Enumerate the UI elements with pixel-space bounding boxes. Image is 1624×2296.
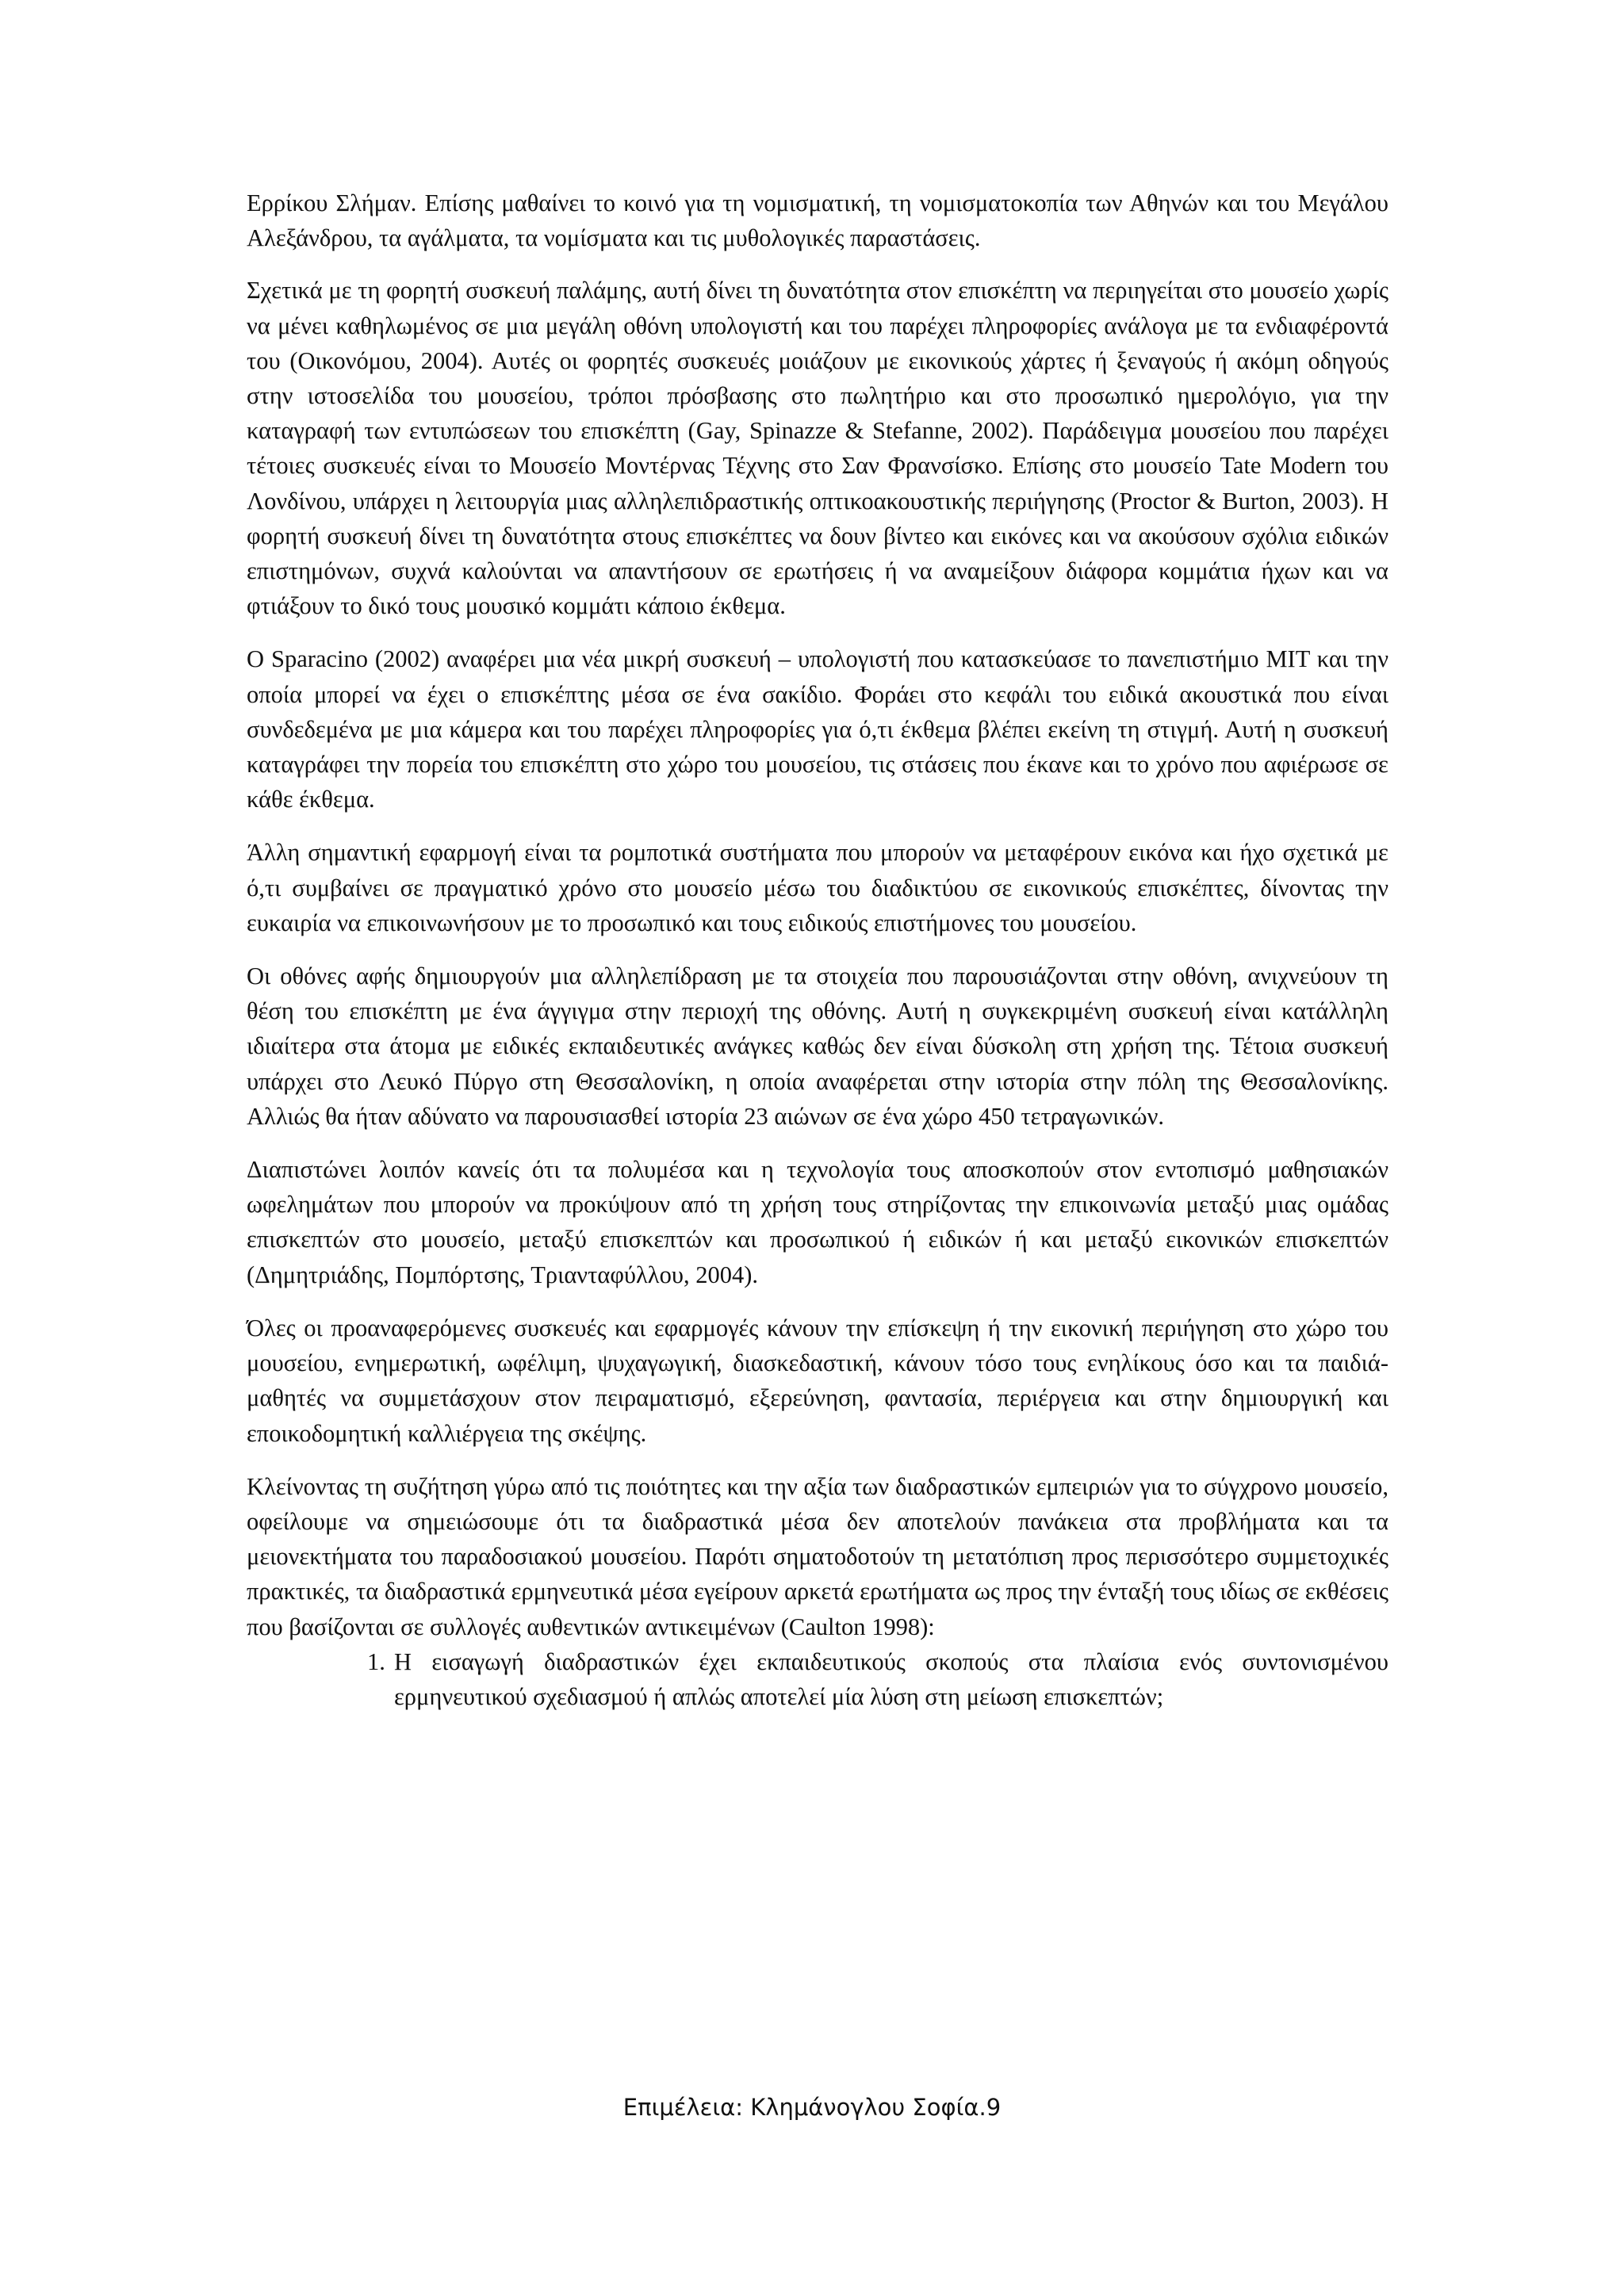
list-item	[367, 1644, 1388, 1714]
list-item-text: Η εισαγωγή διαδραστικών έχει εκπαιδευτικούς σκοπούς στα πλαίσια ενός συντονισμένου ερμηνευτικού σχεδιασμού ή απλώς αποτελεί μία λύση στη μείωση επισκεπτών;	[394, 1647, 1388, 1710]
document-body	[247, 186, 1388, 1714]
list-item-number: 1.	[367, 1647, 385, 1675]
paragraph: Διαπιστώνει λοιπόν κανείς ότι τα πολυμέσα και η τεχνολογία τους αποσκοπούν στον εντοπισμό μαθησιακών ωφελημάτων που μπορούν να προκύψουν από τη χρήση τους στηρίζοντας την επικοινωνία μεταξύ μιας ομάδας επισκεπτών στο μουσείο, μεταξύ επισκεπτών και προσωπικού ή ειδικών ή και μεταξύ εικονικών επισκεπτών (Δημητριάδης, Πομπόρτσης, Τριανταφύλλου, 2004).	[247, 1156, 1388, 1288]
paragraph: Όλες οι προαναφερόμενες συσκευές και εφαρμογές κάνουν την επίσκεψη ή την εικονική περιήγηση στο χώρο του μουσείου, ενημερωτική, ωφέλιμη, ψυχαγωγική, διασκεδαστική, κάνουν τόσο τους ενηλίκους όσο και τα παιδιά-μαθητές να συμμετάσχουν στον πειραματισμό, εξερεύνηση, φαντασία, περιέργεια και στην δημιουργική και εποικοδομητική καλλιέργεια της σκέψης.	[247, 1314, 1388, 1447]
numbered-list	[367, 1644, 1388, 1714]
paragraph: Οι οθόνες αφής δημιουργούν μια αλληλεπίδραση με τα στοιχεία που παρουσιάζονται στην οθόνη, ανιχνεύουν τη θέση του επισκέπτη με ένα άγγιγμα στην περιοχή της οθόνης. Αυτή η συγκεκριμένη συσκευή είναι κατάλληλη ιδιαίτερα στα άτομα με ειδικές εκπαιδευτικές ανάγκες καθώς δεν είναι δύσκολη στη χρήση της. Τέτοια συσκευή υπάρχει στο Λευκό Πύργο στη Θεσσαλονίκη, η οποία αναφέρεται στην ιστορία στην πόλη της Θεσσαλονίκης. Αλλιώς θα ήταν αδύνατο να παρουσιασθεί ιστορία 23 αιώνων σε ένα χώρο 450 τετραγωνικών.	[247, 962, 1388, 1130]
page-footer: Επιμέλεια: Κλημάνογλου Σοφία.9	[622, 2094, 1002, 2121]
paragraph: Ο Sparacino (2002) αναφέρει μια νέα μικρή συσκευή – υπολογιστή που κατασκεύασε το πανεπιστήμιο ΜΙΤ και την οποία μπορεί να έχει ο επισκέπτης μέσα σε ένα σακίδιο. Φοράει στο κεφάλι του ειδικά ακουστικά που είναι συνδεδεμένα με μια κάμερα και του παρέχει πληροφορίες για ό,τι έκθεμα βλέπει εκείνη τη στιγμή. Αυτή η συσκευή καταγράφει την πορεία του επισκέπτη στο χώρο του μουσείου, τις στάσεις που έκανε και το χρόνο που αφιέρωσε σε κάθε έκθεμα.	[247, 645, 1388, 813]
paragraph: Άλλη σημαντική εφαρμογή είναι τα ρομποτικά συστήματα που μπορούν να μεταφέρουν εικόνα και ήχο σχετικά με ό,τι συμβαίνει σε πραγματικό χρόνο στο μουσείο μέσω του διαδικτύου σε εικονικούς επισκέπτες, δίνοντας την ευκαιρία να επικοινωνήσουν με το προσωπικό και τους ειδικούς επιστήμονες του μουσείου.	[247, 839, 1388, 936]
paragraph: Ερρίκου Σλήμαν. Επίσης μαθαίνει το κοινό για τη νομισματική, τη νομισματοκοπία των Αθηνών και του Μεγάλου Αλεξάνδρου, τα αγάλματα, τα νομίσματα και τις μυθολογικές παραστάσεις.	[247, 189, 1388, 252]
paragraph: Κλείνοντας τη συζήτηση γύρω από τις ποιότητες και την αξία των διαδραστικών εμπειριών για το σύγχρονο μουσείο, οφείλουμε να σημειώσουμε ότι τα διαδραστικά μέσα δεν αποτελούν πανάκεια στα προβλήματα και τα μειονεκτήματα του παραδοσιακού μουσείου. Παρότι σηματοδοτούν τη μετατόπιση προς περισσότερο συμμετοχικές πρακτικές, τα διαδραστικά ερμηνευτικά μέσα εγείρουν αρκετά ερωτήματα ως προς την ένταξή τους ιδίως σε εκθέσεις που βασίζονται σε συλλογές αυθεντικών αντικειμένων (Caulton 1998):	[247, 1472, 1388, 1640]
paragraph: Σχετικά με τη φορητή συσκευή παλάμης, αυτή δίνει τη δυνατότητα στον επισκέπτη να περιηγείται στο μουσείο χωρίς να μένει καθηλωμένος σε μια μεγάλη οθόνη υπολογιστή και του παρέχει πληροφορίες ανάλογα με τα ενδιαφέροντά του (Οικονόμου, 2004). Αυτές οι φορητές συσκευές μοιάζουν με εικονικούς χάρτες ή ξεναγούς ή ακόμη οδηγούς στην ιστοσελίδα του μουσείου, τρόποι πρόσβασης στο πωλητήριο και στο προσωπικό ημερολόγιο, για την καταγραφή των εντυπώσεων του επισκέπτη (Gay, Spinazze & Stefanne, 2002). Παράδειγμα μουσείου που παρέχει τέτοιες συσκευές είναι το Μουσείο Μοντέρνας Τέχνης στο Σαν Φρανσίσκο. Επίσης στο μουσείο Tate Modern του Λονδίνου, υπάρχει η λειτουργία μιας αλληλεπιδραστικής οπτικοακουστικής περιήγησης (Proctor & Burton, 2003). Η φορητή συσκευή δίνει τη δυνατότητα στους επισκέπτες να δουν βίντεο και εικόνες και να ακούσουν σχόλια ειδικών επιστημόνων, συχνά καλούνται να απαντήσουν σε ερωτήσεις ή να αναμείξουν διάφορα κομμάτια ήχων και να φτιάξουν το δικό τους μουσικό κομμάτι κάποιο έκθεμα.	[247, 277, 1388, 620]
